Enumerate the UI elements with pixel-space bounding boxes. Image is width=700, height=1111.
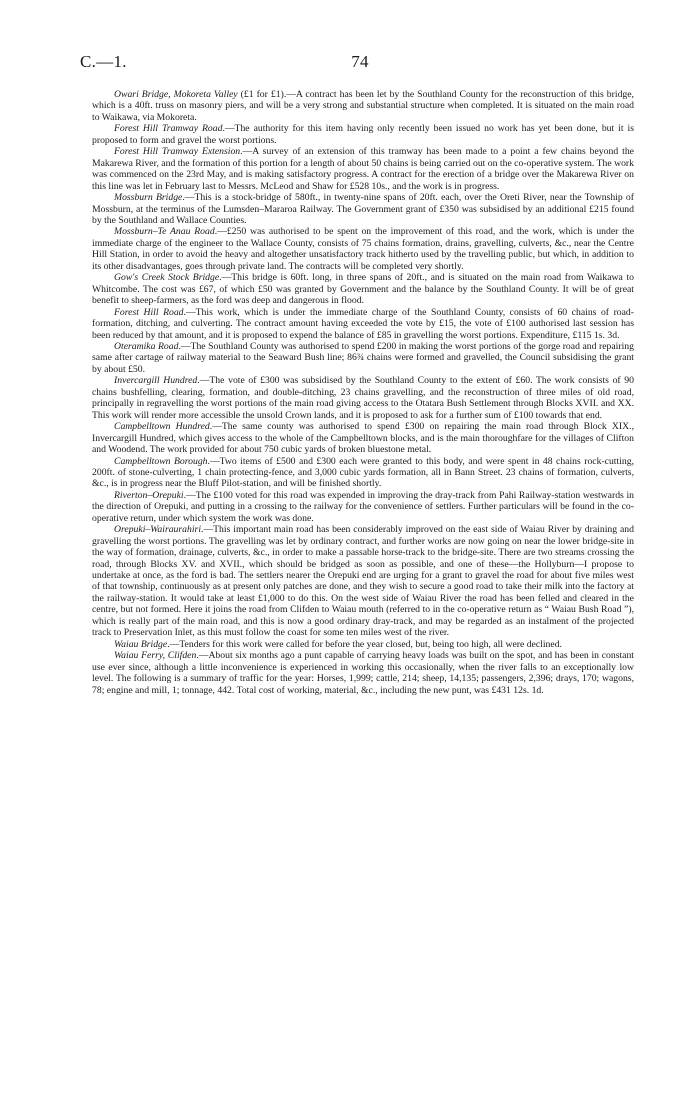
paragraph-forest-hill-tramway-extension	[92, 146, 634, 192]
paragraph-title: Forest Hill Tramway Extension	[114, 146, 241, 158]
paragraph-title: Owari Bridge, Mokoreta Valley	[114, 89, 238, 100]
paragraph-invercargill-hundred	[92, 375, 634, 421]
paragraph-orepuki-wairaurahiri	[92, 524, 634, 639]
paragraph-text: .—£250 was authorised to be spent on the improvement of this road, and the work, which is under the immediate charge of the engineer to the Wallace County, consists of 75 chains formation, drains, gravelling, culverts, &c., near the Centre Hill Station, in order to avoid the heavy and altogether unsatisfactory track hitherto used by the travelling public, but which, in addition to its other disadvantages, goes through private land. The contracts will be completed very shortly.	[92, 226, 634, 272]
paragraph-campbelltown-borough	[92, 456, 634, 490]
paragraph-waiau-ferry-clifden	[92, 650, 634, 696]
paragraph-text: .—The vote of £300 was subsidised by the Southland County to the extent of £60. The work consists of 90 chains bushfelling, clearing, formation, and double-ditching, 23 chains gravelling, and the reconstruction of three miles of old road, principally in regravelling the worst portions of the main road giving access to the Otatara Bush Settlement through Blocks XVII. and XX. This work will render more accessible the unsold Crown lands, and it is proposed to ask for a further sum of £100 towards that end.	[92, 375, 634, 421]
paragraph-title: Mossburn–Te Anau Road	[114, 226, 215, 238]
paragraph-text: .—Two items of £500 and £300 each were granted to this body, and were spent in 48 chains rock-cutting, 200ft. of stone-culverting, 1 chain protecting-fence, and 3,000 cubic yards formation, all in Bann Street. 23 chains of formation, culverts, &c., is in progress near the Bluff Pilot-station, and will be finished shortly.	[92, 455, 634, 490]
paragraph-text: .—This important main road has been considerably improved on the east side of Waiau River by draining and gravelling the worst portions. The gravelling was let by ordinary contract, and further works are now going on near the lower bridge-site in the way of formation, drainage, culverts, &c., in order to make a passable horse-track to the bridge-site. There are two streams crossing the road, through Blocks XV. and XVII., which should be bridged as soon as possible, and one of these—the Hollyburn—I propose to undertake at once, as the ford is bad. The settlers nearer the Orepuki end are urging for a grant to gravel the road for about five miles west of that township, continuously as at present only patches are done, and they wish to secure a good road to take their milk into the factory at the railway-station. It would take at least £1,000 to do this. On the west side of Waiau River the road has been felled and cleared in the centre, but not formed. Here it joins the road from Clifden to Waiau mouth (referred to in the co-operative return as “ Waiau Bush Road ”), which is really part of the main road, and this is now a good ordinary dray-track, and may be regarded as an instalment of the projected track to Preservation Inlet, as this must follow the coast for some ten miles west of the river.	[92, 524, 634, 639]
paragraph-text: .—The authority for this item having only recently been issued no work has yet been done, but it is proposed to form and gravel the worst portions.	[92, 123, 634, 146]
document-reference: C.—1.	[80, 52, 127, 71]
paragraph-text: .—The same county was authorised to spend £300 on repairing the main road through Block XIX., Invercargill Hundred, which gives access to the whole of the Campbelltown blocks, and is the main thoroughfare for the villages of Clifton and Woodend. The work provided for about 750 cubic yards of broken bluestone metal.	[92, 421, 634, 456]
paragraph-title: Invercargill Hundred	[114, 375, 198, 387]
paragraph-title: Campbelltown Hundred	[114, 421, 210, 433]
paragraph-text: .—The £100 voted for this road was expended in improving the dray-track from Pahi Railway-station westwards in the direction of Orepuki, and putting in a crossing to the railway for the convenience of settlers. Further particulars will be found in the co-operative return, under which system the work was done.	[92, 489, 634, 524]
paragraph-title: Campbelltown Borough	[114, 455, 208, 467]
paragraph-forest-hill-road	[92, 307, 634, 341]
paragraph-text: .—The Southland County was authorised to spend £200 in making the worst portions of the gorge road and repairing same after cartage of railway material to the Seaward Bush line; 86¾ chains were formed and gravelled, the Council subsidising the grant by about £50.	[92, 340, 634, 375]
paragraph-forest-hill-tramway-road	[92, 123, 634, 146]
paragraph-title: Waiau Bridge	[114, 638, 168, 650]
paragraph-text: .—About six months ago a punt capable of carrying heavy loads was built on the spot, and has been in constant use ever since, although a little inconvenience is experienced in working this occasionally, when the river falls to an exceptionally low level. The following is a summary of traffic for the year: Horses, 1,999; cattle, 214; sheep, 14,135; passengers, 2,396; drays, 170; wagons, 78; engine and mill, 1; tonnage, 442. Total cost of working, material, &c., including the new punt, was £431 12s. 1d.	[92, 650, 634, 696]
paragraph-riverton-orepuki	[92, 490, 634, 524]
paragraph-title: Orepuki–Wairaurahiri	[114, 524, 202, 536]
paragraph-owari-bridge	[92, 89, 634, 123]
paragraph-mossburn-bridge	[92, 192, 634, 226]
paragraph-title: Forest Hill Road	[114, 306, 184, 318]
paragraph-text: .—A survey of an extension of this tramway has been made to a point a few chains beyond the Makarewa River, and the formation of this portion for a length of about 50 chains is being carried out on the co-operative system. The work was commenced on the 23rd May, and is making satisfactory progress. A contract for the erection of a bridge over the Makarewa River on this line was let in February last to Messrs. McLeod and Shaw for £528 10s., and the work is in progress.	[92, 146, 634, 192]
paragraph-mossburn-te-anau-road	[92, 226, 634, 272]
document-body	[92, 89, 634, 696]
paragraph-text: .—This work, which is under the immediate charge of the Southland County, consists of 60 chains of road-formation, ditching, and culverting. The contract amount having exceeded the vote by £15, the vote of £100 authorised last session has been reduced by that amount, and it is proposed to expend the balance of £85 in gravelling the worst portions. Expenditure, £115 1s. 3d.	[92, 306, 635, 341]
paragraph-title: Oteramika Road	[114, 340, 179, 352]
paragraph-text: .—This is a stock-bridge of 580ft., in twenty-nine spans of 20ft. each, over the Oreti River, near the Township of Mossburn, at the terminus of the Lumsden–Mararoa Railway. The Government grant of £350 was subsidised by an additional £215 found by the Southland and Wallace Counties.	[92, 192, 634, 226]
paragraph-oteramika-road	[92, 341, 634, 375]
paragraph-text: .—Tenders for this work were called for before the year closed, but, being too high, all were declined.	[167, 638, 562, 650]
paragraph-waiau-bridge	[92, 639, 634, 650]
paragraph-text: .—This bridge is 60ft. long, in three spans of 20ft., and is situated on the main road from Waikawa to Whitcombe. The cost was £67, of which £50 was granted by Government and the balance by the Southland County. It will be of great benefit to sheep-farmers, as the ford was deep and dangerous in flood.	[92, 272, 634, 307]
page-header	[80, 52, 640, 76]
paragraph-title: Gow's Creek Stock Bridge	[114, 272, 220, 284]
paragraph-title: Waiau Ferry, Clifden	[114, 650, 197, 662]
paragraph-text: (£1 for £1).—A contract has been let by the Southland County for the reconstruction of this bridge, which is a 40ft. truss on masonry piers, and will be a very strong and substantial structure when completed. It is situated on the main road to Waikawa, via Mokoreta.	[92, 89, 634, 123]
paragraph-gows-creek-stock-bridge	[92, 272, 634, 306]
paragraph-title: Mossburn Bridge	[114, 192, 183, 204]
page-number: 74	[351, 52, 369, 71]
paragraph-title: Riverton–Orepuki	[114, 489, 184, 501]
paragraph-title: Forest Hill Tramway Road	[114, 123, 223, 135]
paragraph-campbelltown-hundred	[92, 421, 634, 455]
